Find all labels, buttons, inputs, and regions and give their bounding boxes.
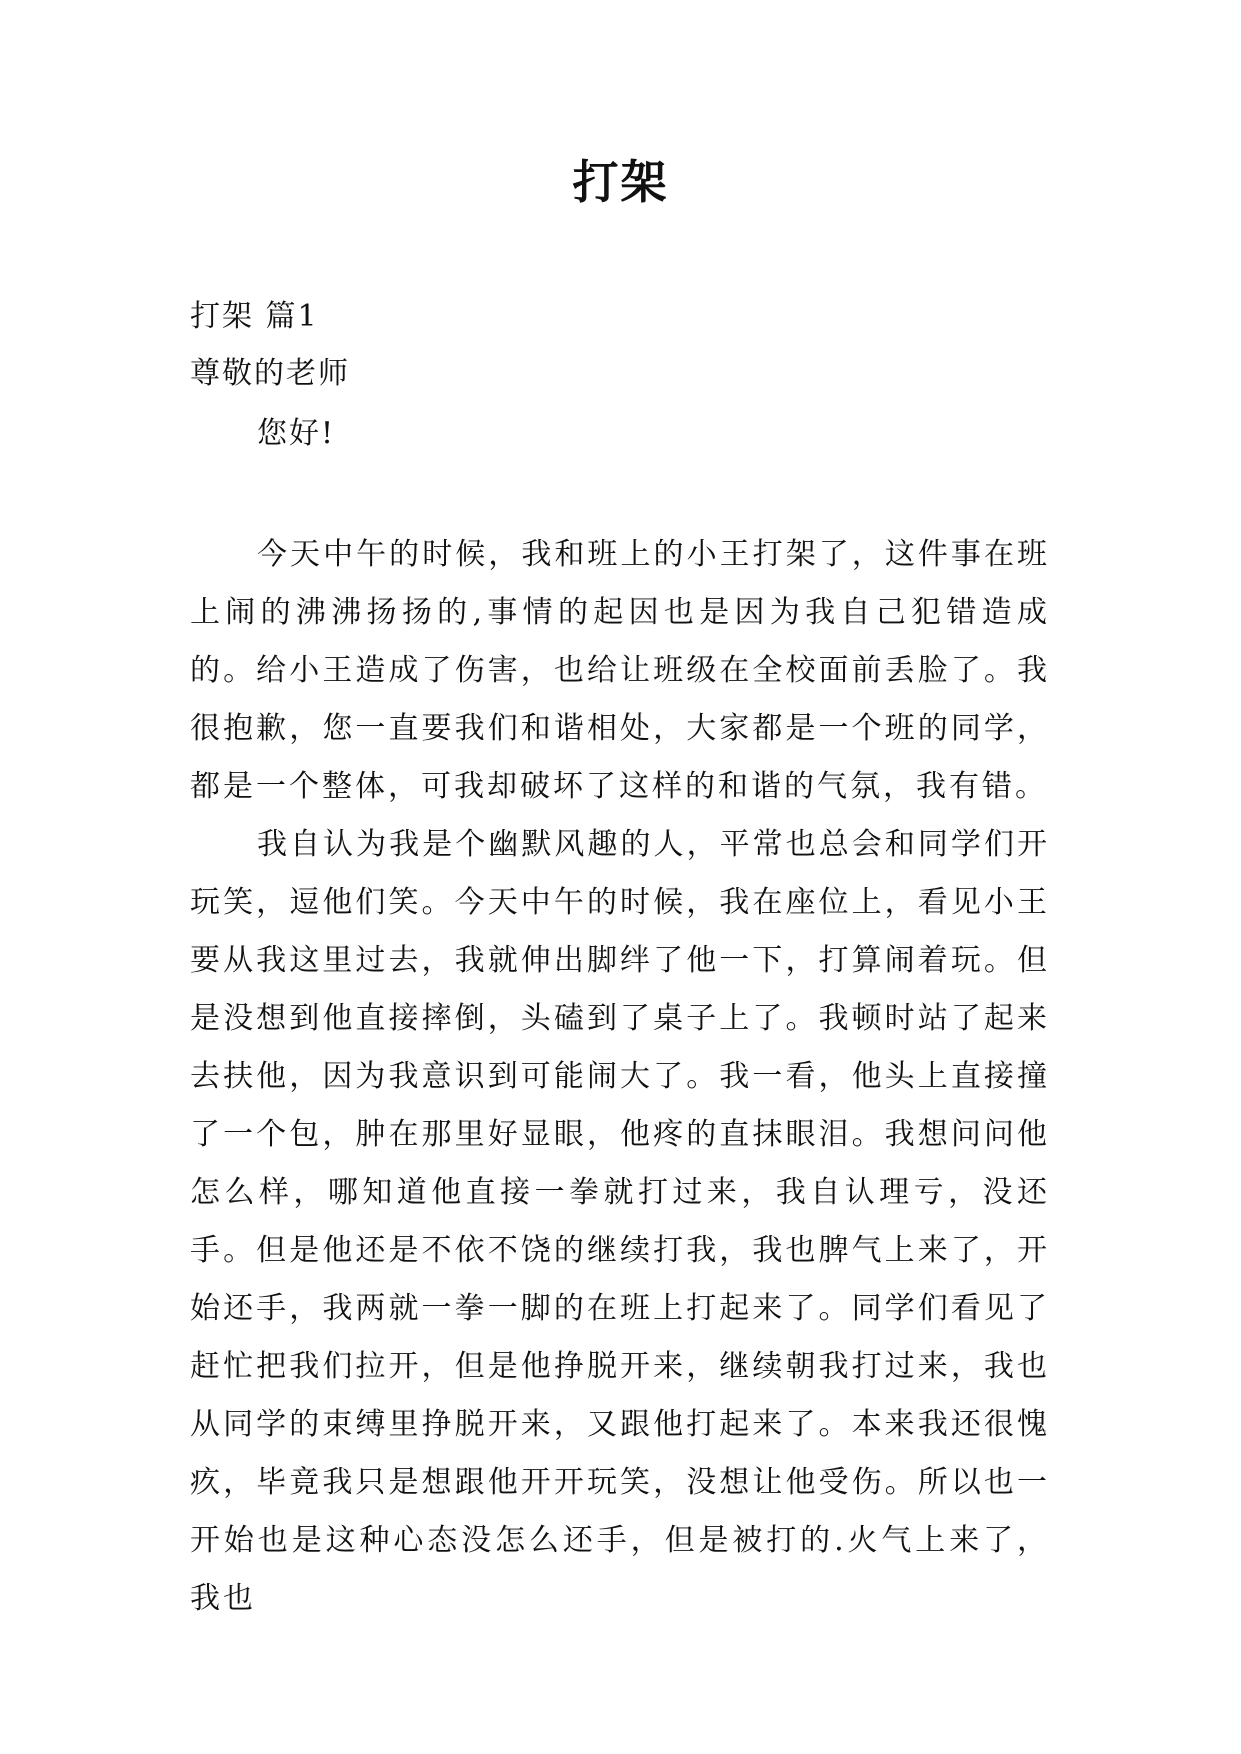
- paragraph: 我自认为我是个幽默风趣的人，平常也总会和同学们开玩笑，逗他们笑。今天中午的时候，我在座位上，看见小王要从我这里过去，我就伸出脚绊了他一下，打算闹着玩。但是没想到他直接摔倒，头磕到了桌子上了。我顿时站了起来去扶他，因为我意识到可能闹大了。我一看，他头上直接撞了一个包，肿在那里好显眼，他疼的直抹眼泪。我想问问他怎么样，哪知道他直接一拳就打过来，我自认理亏，没还手。但是他还是不依不饶的继续打我，我也脾气上来了，开始还手，我两就一拳一脚的在班上打起来了。同学们看见了赶忙把我们拉开，但是他挣脱开来，继续朝我打过来，我也从同学的束缚里挣脱开来，又跟他打起来了。本来我还很愧疚，毕竟我只是想跟他开开玩笑，没想让他受伤。所以也一开始也是这种心态没怎么还手，但是被打的.火气上来了，我也: [190, 827, 1050, 1616]
- document-body: [190, 526, 1050, 1628]
- greeting: 您好!: [257, 416, 336, 451]
- salutation: 尊敬的老师: [190, 356, 350, 391]
- document-title: 打架: [572, 155, 669, 209]
- paragraph: 今天中午的时候，我和班上的小王打架了，这件事在班上闹的沸沸扬扬的,事情的起因也是因为我自己犯错造成的。给小王造成了伤害，也给让班级在全校面前丢脸了。我很抱歉，您一直要我们和谐相处，大家都是一个班的同学，都是一个整体，可我却破坏了这样的和谐的气氛，我有错。: [190, 537, 1050, 804]
- section-heading: 打架 篇1: [190, 299, 319, 334]
